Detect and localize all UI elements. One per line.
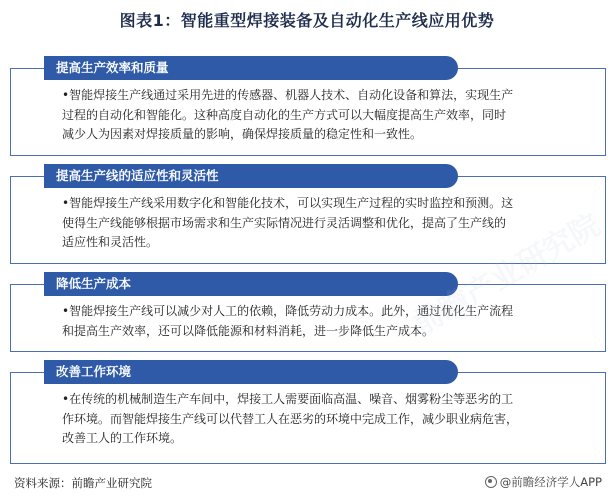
section-header: 提高生产效率和质量 xyxy=(44,56,458,80)
section-body xyxy=(62,302,513,341)
section-header: 降低生产成本 xyxy=(44,272,458,296)
brand-logo-icon xyxy=(485,476,497,488)
body-line: •智能焊接生产线采用数字化和智能化技术，可以实现生产过程的实时监控和预测。这 xyxy=(62,196,514,210)
source-note: 资料来源：前瞻产业研究院 xyxy=(14,476,152,490)
section-header: 提高生产线的适应性和灵活性 xyxy=(44,164,458,188)
body-line: 使得生产线能够根据市场需求和生产实际情况进行灵活调整和优化，提高了生产线的 xyxy=(62,215,507,230)
body-line: 改善工人的工作环境。 xyxy=(62,431,183,445)
brand-credit xyxy=(485,474,602,490)
body-line: 作环境。而智能焊接生产线可以代替工人在恶劣的环境中完成工作，减少职业病危害， xyxy=(62,411,519,426)
page-title: 图表1：智能重型焊接装备及自动化生产线应用优势 xyxy=(119,11,495,30)
brand-label: @前瞻经济学人APP xyxy=(499,475,602,489)
section-header: 改善工作环境 xyxy=(44,360,458,384)
body-line: 和提高生产效率，还可以降低能源和材料消耗，进一步降低生产成本。 xyxy=(62,323,435,338)
section-work-environment xyxy=(10,360,606,464)
section-efficiency-quality xyxy=(10,56,606,156)
watermark: 前瞻产业研究院 xyxy=(407,207,607,343)
section-adaptability-flexibility xyxy=(10,164,606,264)
section-body xyxy=(62,390,518,449)
body-line: •智能焊接生产线可以减少对人工的依赖，降低劳动力成本。此外，通过优化生产流程 xyxy=(62,304,514,318)
body-line: 减少人为因素对焊接质量的影响，确保焊接质量的稳定性和一致性。 xyxy=(62,127,423,141)
body-line: •智能焊接生产线通过采用先进的传感器、机器人技术、自动化设备和算法，实现生产 xyxy=(62,88,514,102)
body-line: 适应性和灵活性。 xyxy=(62,235,159,249)
body-line: 过程的自动化和智能化。这种高度自动化的生产方式可以大幅度提高生产效率，同时 xyxy=(62,107,507,122)
section-body xyxy=(62,86,513,145)
section-body xyxy=(62,194,513,253)
body-line: •在传统的机械制造生产车间中，焊接工人需要面临高温、噪音、烟雾粉尘等恶劣的工 xyxy=(62,392,514,406)
section-cost-reduction xyxy=(10,272,606,352)
